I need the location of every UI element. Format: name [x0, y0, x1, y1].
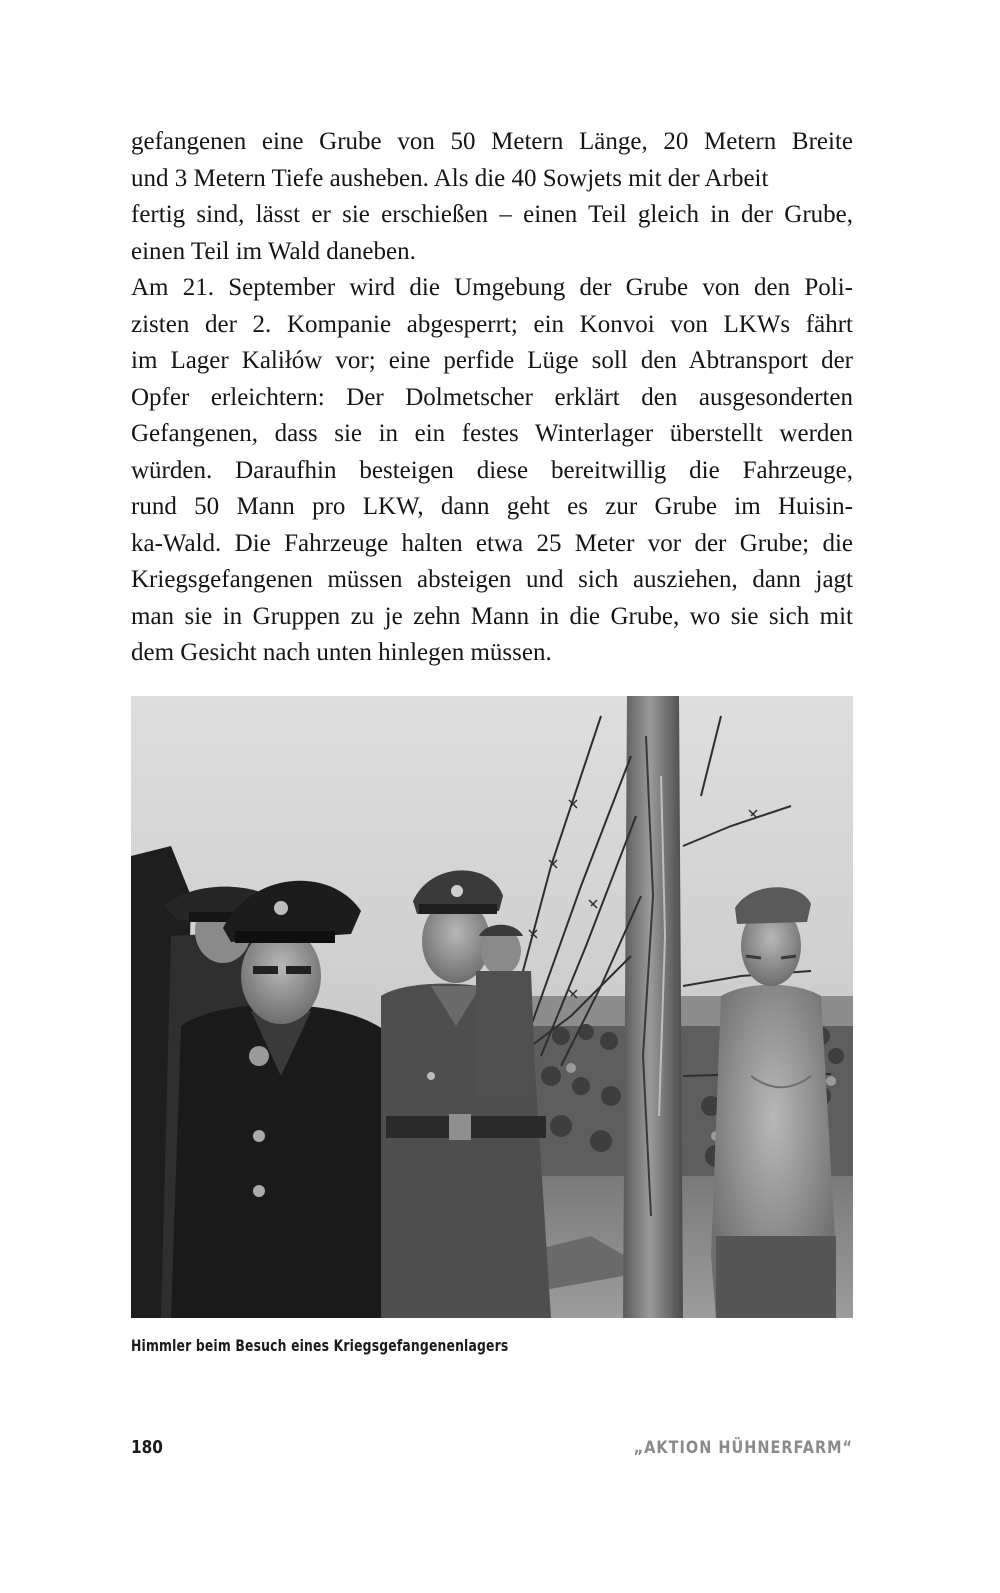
historical-photo [131, 696, 853, 1318]
page-number: 180 [131, 1437, 163, 1458]
body-line: einen Teil im Wald daneben. [131, 237, 416, 265]
body-line: rund 50 Mann pro LKW, dann geht es zur Grube im Huisin- [131, 493, 853, 520]
body-line: und 3 Metern Tiefe ausheben. Als die 40 Sowjets mit der Arbeit [131, 164, 769, 192]
body-line: Kriegsgefangenen müssen absteigen und sich ausziehen, dann jagt [131, 566, 853, 593]
body-line: gefangenen eine Grube von 50 Metern Länge, 20 Metern Breite [131, 128, 853, 155]
photo-caption: Himmler beim Besuch eines Kriegsgefangenenlagers [131, 1336, 509, 1355]
body-line: Am 21. September wird die Umgebung der Grube von den Poli- [131, 274, 853, 301]
body-line: im Lager Kaliłów vor; eine perfide Lüge soll den Abtransport der [131, 347, 853, 374]
body-line: würden. Daraufhin besteigen diese bereitwillig die Fahrzeuge, [131, 456, 853, 484]
body-line: man sie in Gruppen zu je zehn Mann in die Grube, wo sie sich mit [131, 602, 853, 630]
body-line: zisten der 2. Kompanie abgesperrt; ein Konvoi von LKWs fährt [131, 310, 853, 338]
body-line: dem Gesicht nach unten hinlegen müssen. [131, 639, 552, 666]
body-line: fertig sind, lässt er sie erschießen – einen Teil gleich in der Grube, [131, 201, 853, 228]
body-line: Opfer erleichtern: Der Dolmetscher erklärt den ausgesonderten [131, 383, 853, 411]
body-line: ka-Wald. Die Fahrzeuge halten etwa 25 Meter vor der Grube; die [131, 529, 853, 557]
body-text [131, 124, 853, 672]
running-head: „AKTION HÜHNERFARM“ [633, 1438, 853, 1458]
body-line: Gefangenen, dass sie in ein festes Winterlager überstellt werden [131, 420, 853, 447]
